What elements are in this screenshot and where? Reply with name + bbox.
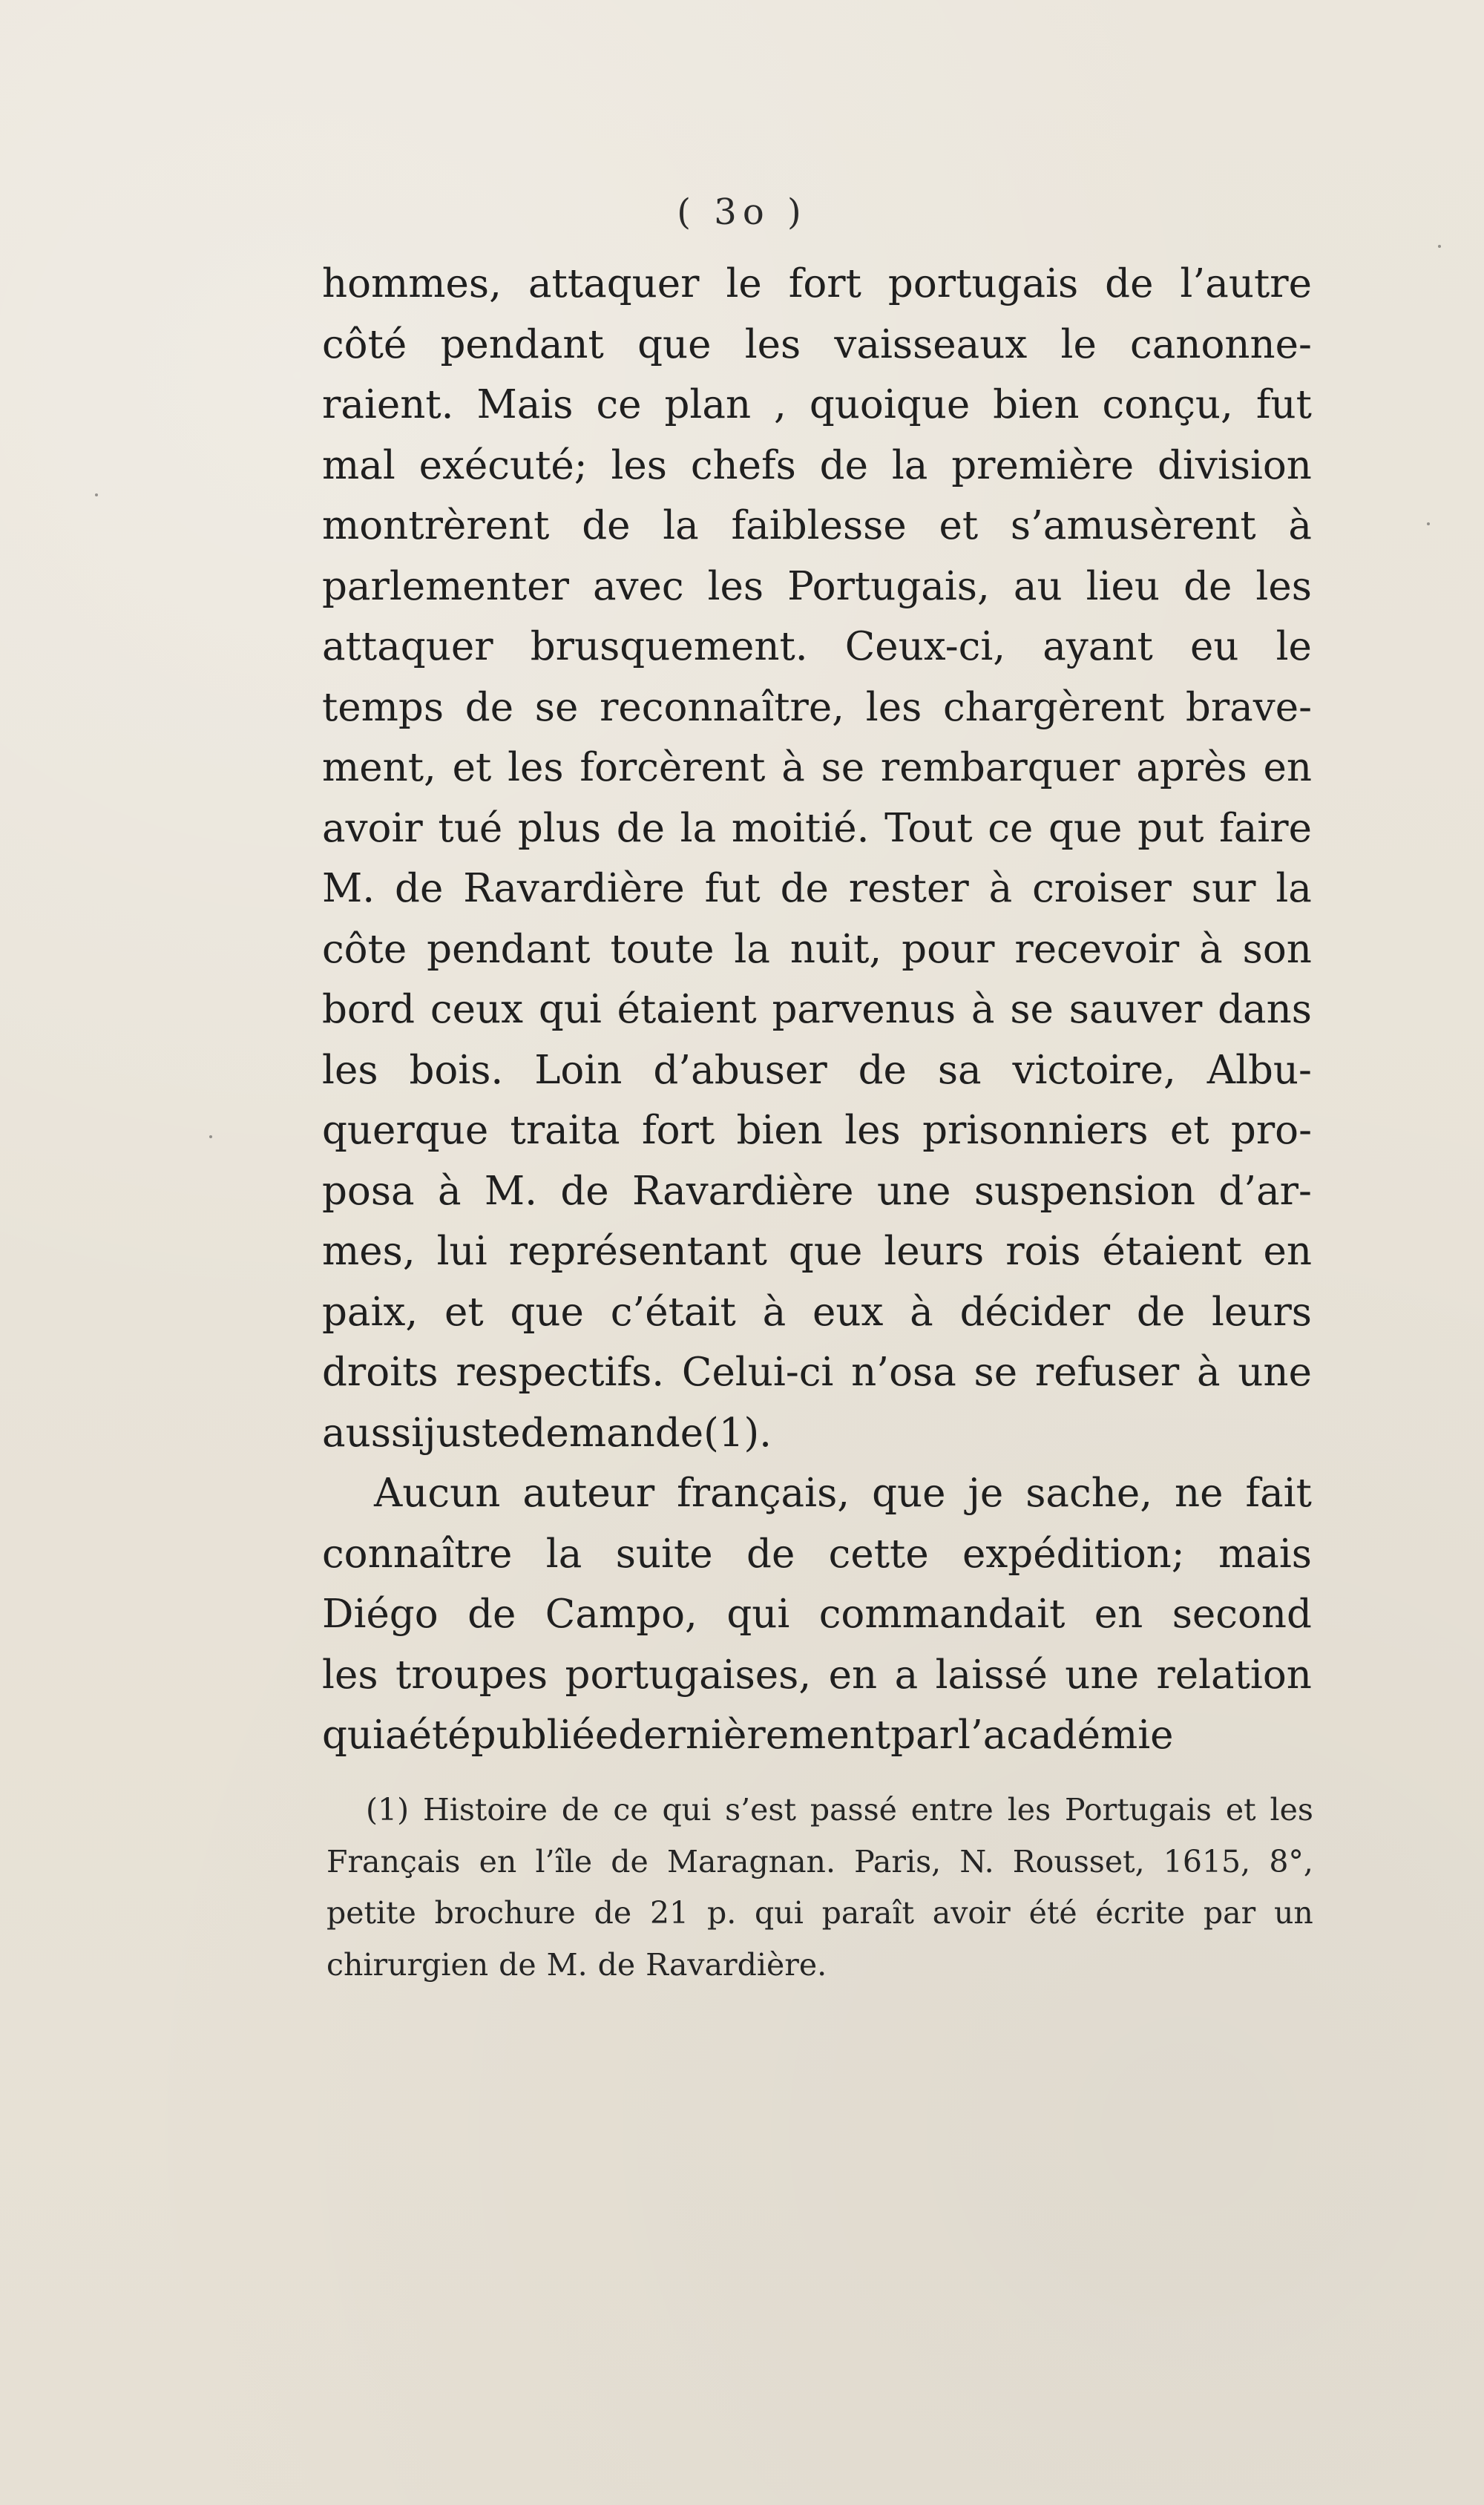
word: Ravardière [631,1168,854,1214]
word: de [611,1843,649,1879]
text-line [322,1282,1312,1343]
text-line [322,254,1312,315]
word: les [322,1047,378,1093]
word: eux [812,1289,884,1335]
word: et [444,1289,484,1335]
word: demande [520,1410,704,1456]
word: ne [1175,1471,1224,1516]
word: hommes, [322,261,502,306]
word: Ravardière. [646,1946,827,1983]
text-line [322,1342,1312,1403]
word: de [594,1895,632,1931]
word: par [890,1713,958,1758]
word: dernièrement [618,1713,891,1758]
word: en [828,1652,878,1698]
word: à [437,1168,462,1214]
word: en [1263,1229,1312,1274]
word: troupes [395,1652,548,1698]
word: de [819,442,868,488]
word: les [1255,563,1312,609]
word: nuit, [789,926,882,972]
footnote-line [326,1940,1313,1992]
word: croiser [1032,866,1172,911]
word: côte [322,926,407,972]
word: 8°, [1269,1843,1313,1879]
text-line [322,1161,1312,1222]
text-line [322,1040,1312,1101]
word: été [408,1713,471,1758]
word: parvenus [772,987,956,1032]
word: publiée [470,1713,619,1758]
word: mal [322,442,395,488]
word: par [1203,1895,1256,1931]
word: relation [1156,1652,1312,1698]
word: de [464,684,514,730]
text-line [322,436,1312,496]
word: se [1010,987,1054,1032]
word: qui [726,1592,790,1637]
paper-speck [209,1135,212,1138]
word: Campo, [545,1592,697,1637]
word: la [545,1531,582,1577]
word: Celui-ci [681,1350,834,1395]
word: fort [641,1108,715,1153]
word: à [988,866,1013,911]
word: aussi [322,1410,424,1456]
word: pro- [1230,1108,1312,1153]
word: traita [510,1108,620,1153]
word: la [734,926,770,972]
word: lui [436,1229,487,1274]
word: a [385,1713,409,1758]
word: en [1263,745,1312,790]
text-line [322,375,1312,436]
word: parlementer [322,563,569,609]
word: Portugais, [787,563,990,609]
word: ayant [1043,624,1153,669]
word: exécuté; [418,442,588,488]
text-line [322,1403,1312,1464]
text-line [322,738,1312,798]
word: attaquer [528,261,700,306]
word: sa [937,1047,982,1093]
word: pendant [427,926,591,972]
word: une [1238,1350,1312,1395]
word: suite [615,1531,713,1577]
word: petite [326,1895,416,1931]
word: leurs [884,1229,985,1274]
main-text [322,254,1312,1766]
word: suspension [974,1168,1195,1214]
word: se [974,1350,1018,1395]
word: montrèrent [322,503,550,548]
paper-speck [1438,245,1441,248]
word: de [395,866,444,911]
word: conçu, [1102,382,1233,427]
word: n’osa [851,1350,956,1395]
word: de [1136,1289,1186,1335]
word: à [762,1289,787,1335]
word: tué [438,805,503,851]
word: Français [326,1843,461,1879]
word: chefs [690,442,796,488]
word: paix, [322,1289,418,1335]
word: Loin [534,1047,623,1093]
word: brochure [434,1895,576,1931]
word: que [637,321,712,367]
footnote-line [326,1888,1313,1940]
word: 21 [649,1895,689,1931]
word: leurs [1212,1289,1312,1335]
word: de [467,1592,516,1637]
word: côté [322,321,407,367]
word: et [1169,1108,1209,1153]
page-number: ( 3o ) [677,191,807,233]
word: sauver [1068,987,1203,1032]
word: les [844,1108,901,1153]
word: la [1275,866,1312,911]
word: première [951,442,1135,488]
word: eu [1189,624,1239,669]
word: M. [484,1168,538,1214]
word: entre [910,1792,994,1828]
word: ce [613,1792,649,1828]
word: chirurgien [326,1946,489,1983]
word: mes, [322,1229,416,1274]
word: ceux [430,987,523,1032]
text-line [322,557,1312,617]
word: (1). [703,1410,772,1456]
word: respectifs. [456,1350,665,1395]
text-line [322,617,1312,677]
word: M. [322,866,375,911]
word: p. [706,1895,737,1931]
word: temps [322,684,444,730]
word: à [781,745,805,790]
word: la [891,442,928,488]
word: rester [848,866,969,911]
word: toute [610,926,715,972]
word: reconnaître, [600,684,845,730]
word: été [1028,1895,1077,1931]
word: après [1136,745,1247,790]
word: Ceux-ci, [844,624,1006,669]
word: laissé [935,1652,1048,1698]
word: N. [959,1843,994,1879]
word: de [560,1168,609,1214]
word: de [746,1531,795,1577]
word: bord [322,987,416,1032]
word: qui [538,987,602,1032]
word: d’ar- [1218,1168,1312,1214]
word: forcèrent [580,745,766,790]
footnote-line [326,1785,1313,1836]
word: paraît [821,1895,914,1931]
text-line [322,315,1312,375]
word: de [858,1047,907,1093]
text-line [322,858,1312,919]
word: plus [517,805,602,851]
word: d’abuser [653,1047,827,1093]
word: second [1172,1592,1312,1637]
text-line [322,798,1312,859]
word: recevoir [1014,926,1180,972]
word: Ravardière [463,866,685,911]
word: querque [322,1108,489,1153]
text-line [322,979,1312,1040]
word: en [1094,1592,1143,1637]
text-line [322,919,1312,980]
word: canonne- [1130,321,1312,367]
word: Mais [476,382,574,427]
word: 1615, [1163,1843,1251,1879]
paper-speck [95,493,98,496]
word: passé [810,1792,897,1828]
word: raient. [322,382,454,427]
word: l’île [535,1843,593,1879]
word: bois. [409,1047,504,1093]
word: faiblesse [731,503,907,548]
word: Portugais [1065,1792,1212,1828]
word: connaître [322,1531,513,1577]
text-line [322,677,1312,738]
text-line [322,1221,1312,1282]
word: les [865,684,922,730]
text-line [322,496,1312,557]
word: chargèrent [943,684,1165,730]
word: attaquer [322,624,493,669]
word: Rousset, [1012,1843,1145,1879]
word: s’est [725,1792,796,1828]
word: à [1196,1350,1221,1395]
word: Maragnan. [666,1843,835,1879]
word: commandait [818,1592,1066,1637]
word: bien [736,1108,823,1153]
word: le [1275,624,1312,669]
word: un [1274,1895,1313,1931]
word: se [534,684,579,730]
word: rois [1005,1229,1081,1274]
text-line [322,1524,1312,1585]
word: dans [1218,987,1312,1032]
word: les [1007,1792,1051,1828]
word: Aucun [374,1471,501,1516]
word: expédition; [962,1531,1185,1577]
word: la [663,503,699,548]
word: Histoire [422,1792,548,1828]
word: et [1225,1792,1256,1828]
word: fut [704,866,761,911]
word: , [774,382,787,427]
word: Diégo [322,1592,439,1637]
word: qui [755,1895,804,1931]
word: au [1013,563,1063,609]
word: de [1105,261,1154,306]
word: faire [1219,805,1312,851]
word: moitié. [731,805,870,851]
word: lieu [1086,563,1160,609]
paper-speck [1427,522,1430,525]
word: une [1065,1652,1139,1698]
word: de [597,1946,636,1983]
word: Paris, [854,1843,942,1879]
word: le [726,261,762,306]
text-line [322,1705,1312,1766]
word: portugaises, [565,1652,812,1698]
word: je [968,1471,1004,1516]
text-line [322,1584,1312,1645]
word: fait [1245,1471,1312,1516]
footnote-line [326,1836,1313,1888]
word: à [910,1289,933,1335]
word: pendant [440,321,604,367]
word: étaient [617,987,757,1032]
word: vaisseaux [834,321,1028,367]
word: mais [1218,1531,1312,1577]
word: que [1048,805,1123,851]
word: en [479,1843,517,1879]
word: bien [993,382,1080,427]
word: une [876,1168,951,1214]
word: de [499,1946,536,1983]
footnote [326,1785,1313,1991]
word: qui [662,1792,712,1828]
word: put [1137,805,1204,851]
word: pour [902,926,995,972]
word: sur [1191,866,1256,911]
word: auteur [522,1471,655,1516]
word: posa [322,1168,415,1214]
word: étaient [1102,1229,1242,1274]
word: fort [788,261,861,306]
word: de [561,1792,600,1828]
word: son [1242,926,1312,972]
word: à [1288,503,1312,548]
word: qui [322,1713,386,1758]
word: division [1157,442,1312,488]
word: juste [424,1410,521,1456]
word: brusquement. [530,624,808,669]
word: (1) [366,1792,410,1828]
text-line [322,1645,1312,1706]
word: M. [546,1946,588,1983]
word: de [780,866,829,911]
word: à [1199,926,1223,972]
word: a [894,1652,919,1698]
text-line [322,1100,1312,1161]
word: victoire, [1012,1047,1176,1093]
word: que [872,1471,946,1516]
word: sache, [1025,1471,1153,1516]
word: de [582,503,631,548]
word: avoir [322,805,423,851]
word: avec [592,563,684,609]
word: de [1183,563,1232,609]
word: les [744,321,801,367]
word: avoir [932,1895,1011,1931]
word: l’autre [1180,261,1312,306]
word: écrite [1095,1895,1186,1931]
word: les [1270,1792,1313,1828]
word: rembarquer [880,745,1120,790]
word: le [1060,321,1097,367]
word: ment, [322,745,436,790]
word: représentant [508,1229,767,1274]
word: les [322,1652,378,1698]
word: ce [988,805,1034,851]
word: prisonniers [922,1108,1149,1153]
word: fut [1255,382,1312,427]
word: c’était [610,1289,736,1335]
word: français, [677,1471,850,1516]
word: que [788,1229,863,1274]
word: s’amusèrent [1010,503,1256,548]
word: quoique [809,382,971,427]
word: les [508,745,564,790]
word: la [680,805,717,851]
word: Albu- [1206,1047,1312,1093]
word: et [452,745,492,790]
word: décider [959,1289,1111,1335]
word: brave- [1185,684,1312,730]
text-line [322,1463,1312,1524]
word: Tout [884,805,973,851]
word: ce [596,382,642,427]
word: l’académie [958,1713,1174,1758]
word: portugais [887,261,1079,306]
word: les [707,563,764,609]
word: cette [828,1531,929,1577]
word: à [971,987,995,1032]
word: plan [664,382,752,427]
word: de [616,805,665,851]
word: et [939,503,979,548]
word: refuser [1034,1350,1180,1395]
word: se [821,745,865,790]
word: les [611,442,667,488]
word: que [510,1289,584,1335]
word: droits [322,1350,439,1395]
